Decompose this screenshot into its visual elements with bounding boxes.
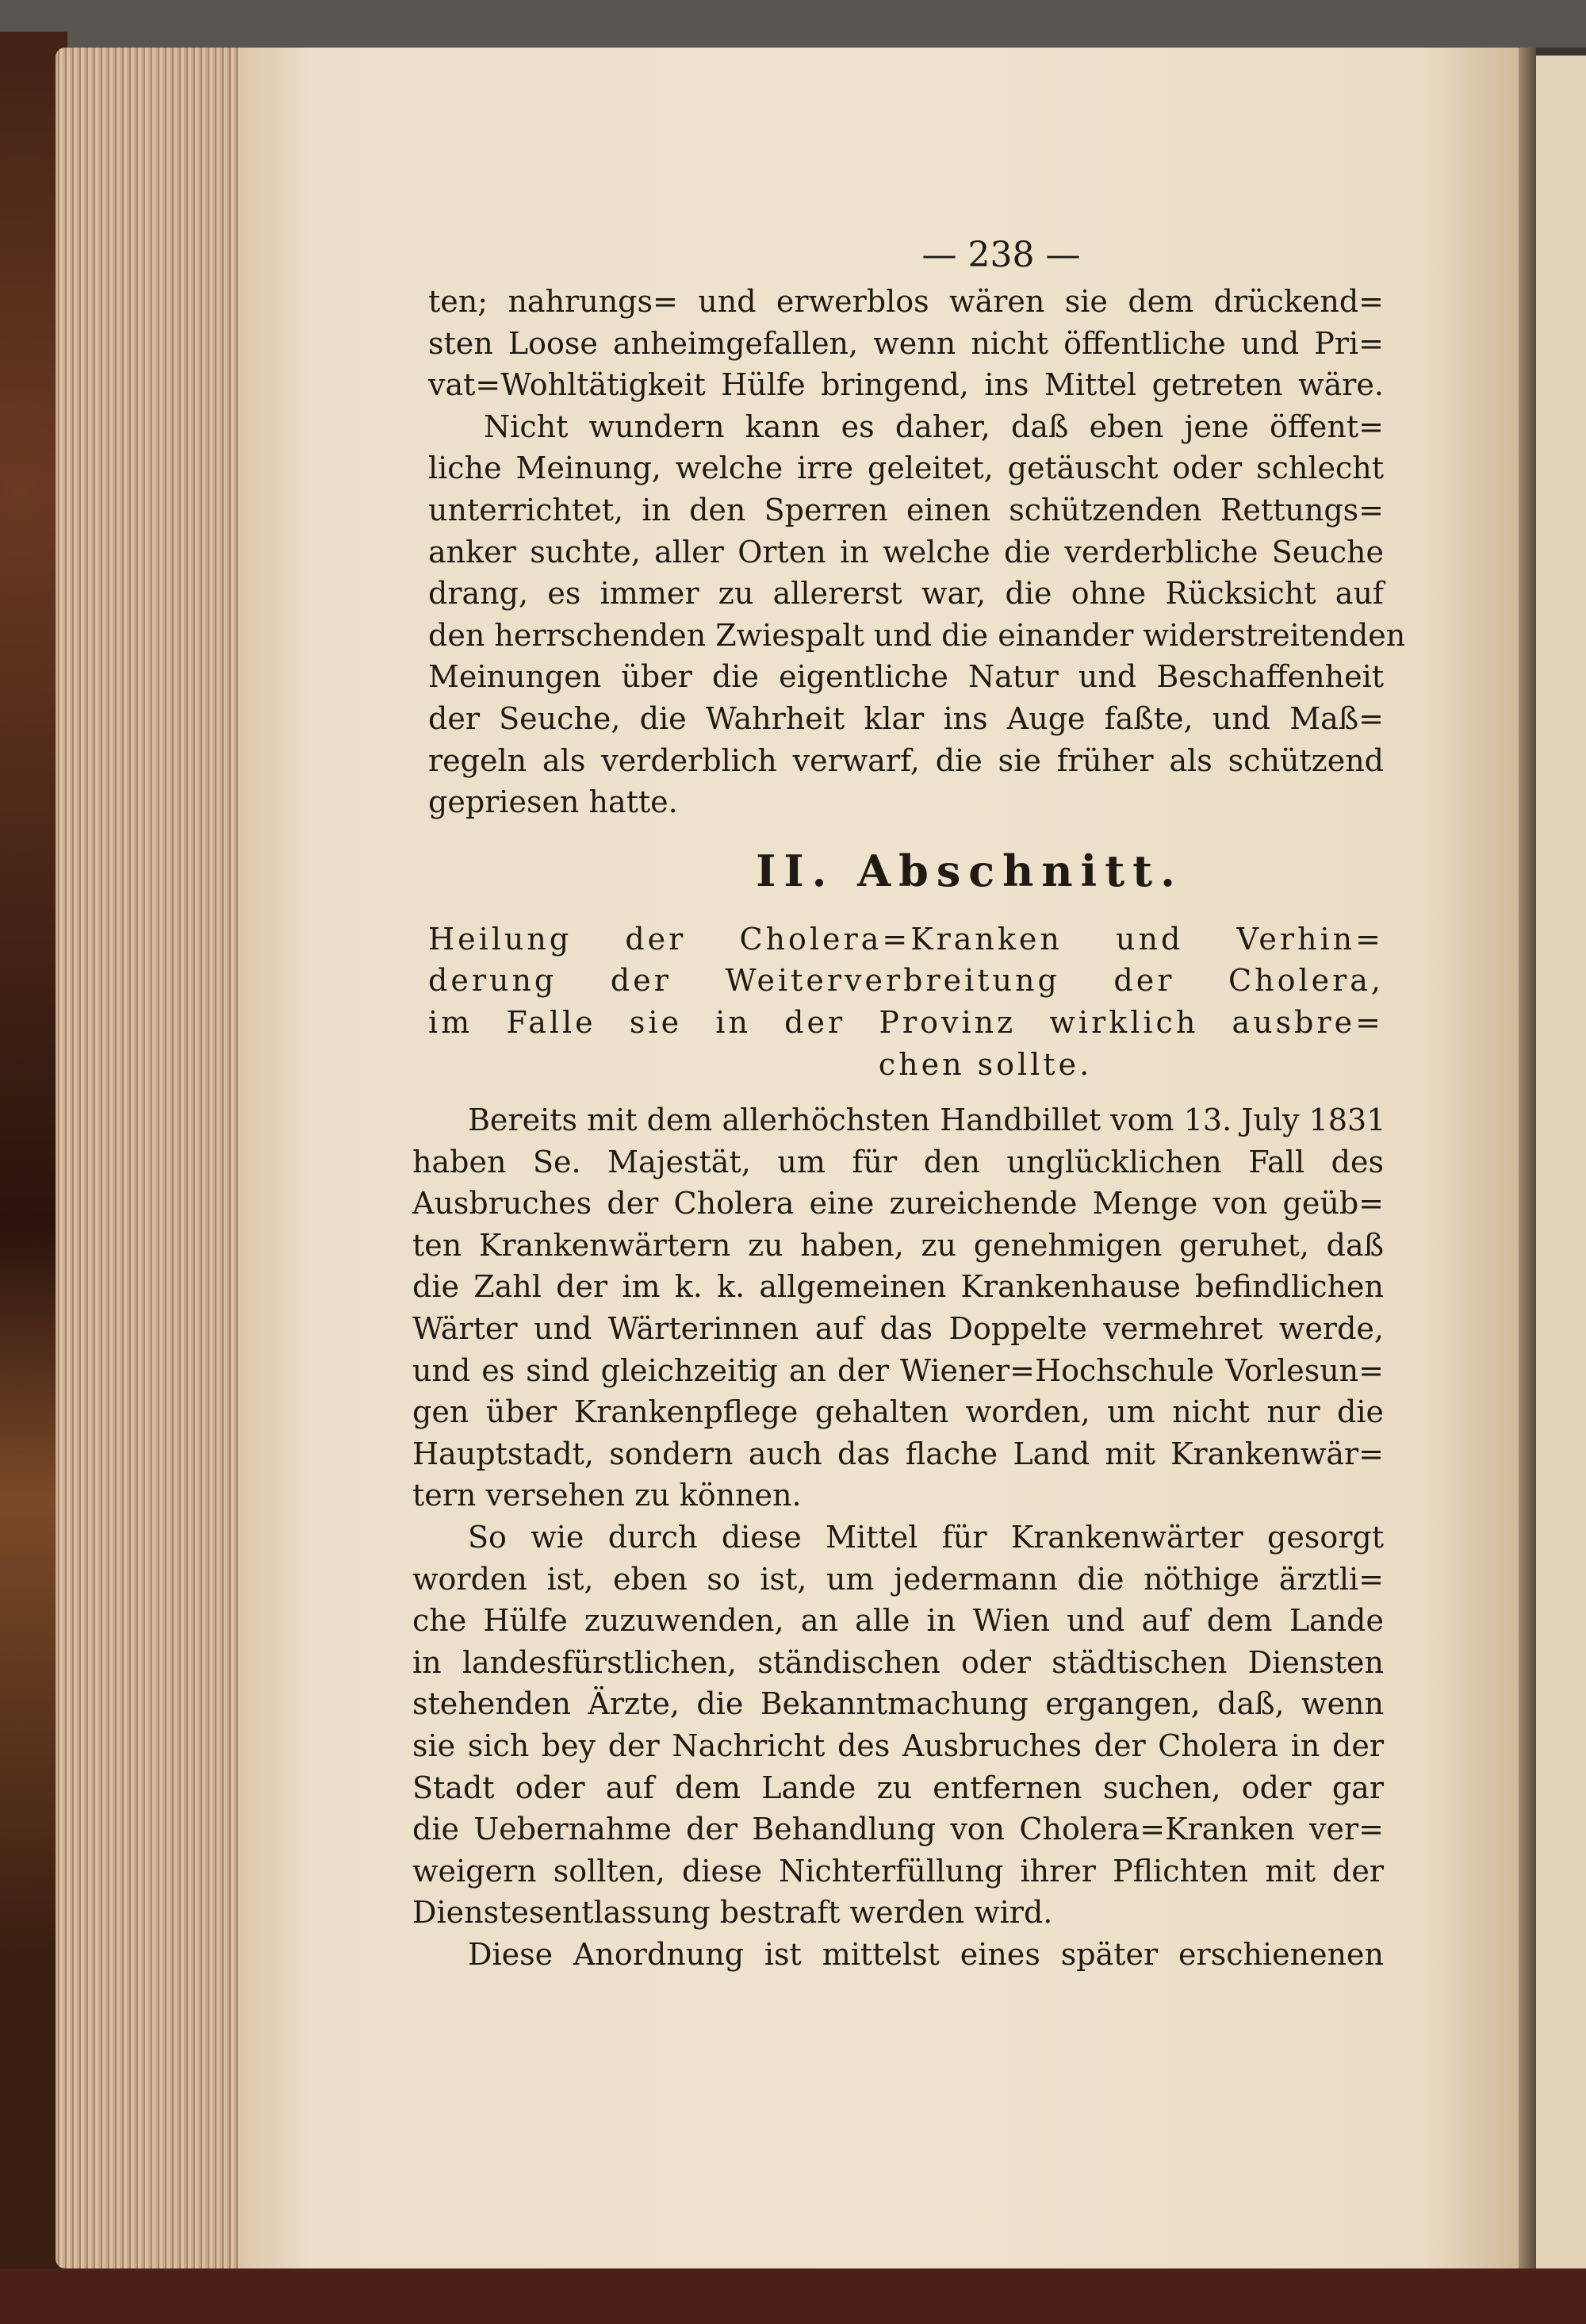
text-line: worden ist, eben so ist, um jedermann die nöthige ärztli= xyxy=(412,1561,1384,1597)
text-line: So wie durch diese Mittel für Krankenwärter gesorgt xyxy=(468,1520,1384,1555)
text-line: gepriesen hatte. xyxy=(428,784,678,820)
heading-line: Heilung der Cholera=Kranken und Verhin= xyxy=(428,921,1384,957)
text-line: und es sind gleichzeitig an der Wiener=Hochschule Vorlesun= xyxy=(412,1352,1384,1388)
text-line: drang, es immer zu allererst war, die ohne Rücksicht auf xyxy=(428,576,1384,612)
text-line: stehenden Ärzte, die Bekanntmachung ergangen, daß, wenn xyxy=(412,1686,1384,1722)
page-gutter xyxy=(1519,48,1536,2268)
text-line: haben Se. Majestät, um für den unglücklichen Fall des xyxy=(412,1144,1384,1179)
text-line: Ausbruches der Cholera eine zureichende Menge von geüb= xyxy=(412,1186,1384,1221)
text-line: che Hülfe zuzuwenden, an alle in Wien und auf dem Lande xyxy=(412,1603,1384,1639)
text-line: Wärter und Wärterinnen auf das Doppelte vermehret werde, xyxy=(412,1311,1384,1347)
text-line: ten; nahrungs= und erwerblos wären sie dem drückend= xyxy=(428,284,1384,319)
page-text xyxy=(412,230,1406,1976)
text-line: unterrichtet, in den Sperren einen schützenden Rettungs= xyxy=(428,492,1384,527)
cover-bottom xyxy=(0,2268,1586,2324)
text-line: liche Meinung, welche irre geleitet, getäuscht oder schlecht xyxy=(428,451,1384,486)
text-line: die Zahl der im k. k. allgemeinen Krankenhause befindlichen xyxy=(412,1269,1384,1305)
heading-line: derung der Weiterverbreitung der Cholera, xyxy=(428,963,1384,999)
text-line: Bereits mit dem allerhöchsten Handbillet vom 13. July 1831 xyxy=(468,1103,1386,1138)
text-line: weigern sollten, diese Nichterfüllung ihrer Pflichten mit der xyxy=(412,1853,1384,1889)
text-line: Nicht wundern kann es daher, daß eben jene öffent= xyxy=(484,408,1384,444)
text-line: Dienstesentlassung bestraft werden wird. xyxy=(412,1895,1053,1931)
text-line: in landesfürstlichen, ständischen oder städtischen Diensten xyxy=(412,1644,1384,1680)
text-line: sie sich bey der Nachricht des Ausbruches der Cholera in der xyxy=(412,1728,1384,1763)
text-line: Hauptstadt, sondern auch das flache Land mit Krankenwär= xyxy=(412,1436,1384,1471)
text-line: die Uebernahme der Behandlung von Cholera=Kranken ver= xyxy=(412,1812,1384,1847)
text-line: Meinungen über die eigentliche Natur und Beschaffenheit xyxy=(428,659,1384,695)
text-line: Stadt oder auf dem Lande zu entfernen suchen, oder gar xyxy=(412,1770,1384,1805)
heading-line: im Falle sie in der Provinz wirklich ausbre= xyxy=(428,1004,1384,1040)
text-line: vat=Wohltätigkeit Hülfe bringend, ins Mittel getreten wäre. xyxy=(428,367,1384,403)
section-title: II. Abschnitt. xyxy=(756,845,1183,896)
text-line: tern versehen zu können. xyxy=(412,1478,802,1513)
page-edges xyxy=(56,48,246,2268)
text-line: Diese Anordnung ist mittelst eines später erschienenen xyxy=(468,1936,1384,1972)
text-line: den herrschenden Zwiespalt und die einander widerstreitenden xyxy=(428,617,1406,653)
scan-background xyxy=(0,0,1586,48)
text-line: der Seuche, die Wahrheit klar ins Auge faßte, und Maß= xyxy=(428,700,1384,736)
paragraph-2 xyxy=(412,1099,1384,1975)
text-line: ten Krankenwärtern zu haben, zu genehmigen geruhet, daß xyxy=(412,1227,1384,1263)
section-heading xyxy=(428,918,1384,1085)
text-line: anker suchte, aller Orten in welche die verderbliche Seuche xyxy=(428,534,1384,569)
text-line: regeln als verderblich verwarf, die sie früher als schützend xyxy=(428,742,1384,778)
paragraph-1 xyxy=(428,281,1406,823)
heading-line: chen sollte. xyxy=(878,1046,1093,1082)
facing-page-edge xyxy=(1536,56,1586,2268)
text-line: gen über Krankenpflege gehalten worden, um nicht nur die xyxy=(412,1394,1384,1430)
page-number: — 238 — xyxy=(921,235,1081,275)
text-line: sten Loose anheimgefallen, wenn nicht öffentliche und Pri= xyxy=(428,325,1384,361)
